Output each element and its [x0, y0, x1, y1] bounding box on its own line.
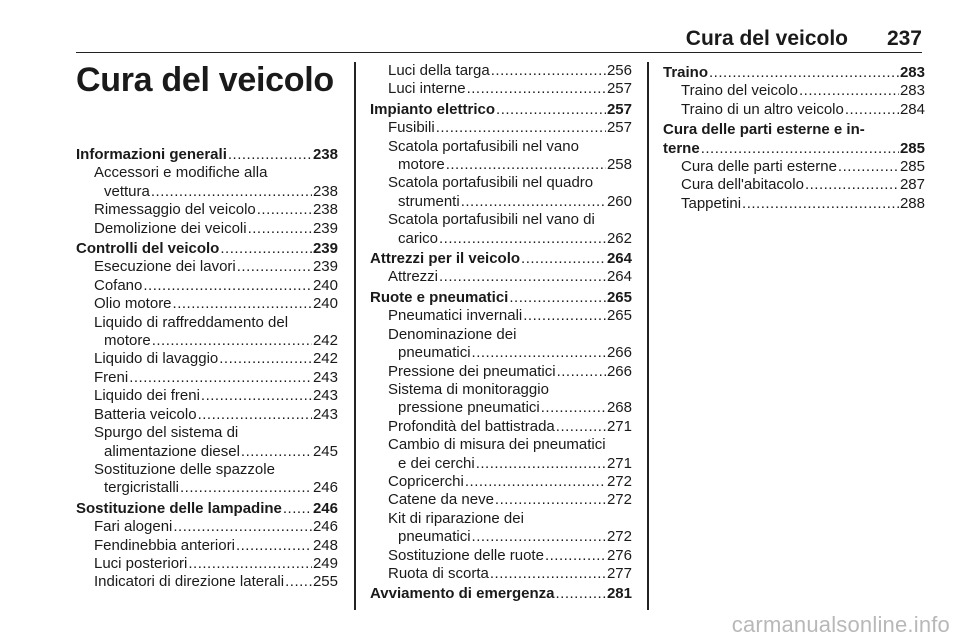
toc-entry-title: Luci posteriori [94, 554, 188, 572]
dot-leader [465, 473, 606, 491]
toc-entry[interactable] [76, 201, 338, 219]
toc-page-number: 285 [899, 158, 925, 176]
toc-entry-row [76, 146, 338, 164]
toc-entry-row [388, 230, 632, 248]
toc-entry-row [76, 500, 338, 518]
toc-page-number: 272 [606, 528, 632, 546]
toc-page-number: 238 [312, 182, 338, 200]
toc-entry[interactable] [76, 277, 338, 295]
toc-entry-row [94, 295, 338, 313]
dot-leader [152, 332, 312, 350]
dot-leader [201, 387, 312, 405]
toc-page-number: 268 [606, 399, 632, 417]
dot-leader [845, 101, 899, 119]
toc-page-number: 265 [606, 288, 632, 306]
toc-entry-title-line: Scatola portafusibili nel vano [388, 137, 579, 155]
toc-entry-row [94, 573, 338, 591]
toc-page-number: 238 [312, 201, 338, 219]
toc-entry[interactable] [370, 436, 632, 473]
toc-entry-title: Fendinebbia anteriori [94, 536, 235, 554]
dot-leader [490, 565, 606, 583]
dot-leader [467, 80, 606, 98]
toc-section-entry[interactable] [663, 121, 925, 158]
watermark-text: carmanualsonline.info [731, 612, 950, 637]
toc-page-number: 283 [899, 64, 925, 81]
toc-entry[interactable] [370, 418, 632, 436]
toc-page-number: 242 [312, 350, 338, 368]
toc-entry-title-line: Liquido di raffreddamento del [94, 313, 289, 331]
toc-entry-row [663, 64, 925, 82]
toc-entry-row [94, 406, 338, 424]
toc-page-number: 240 [312, 295, 338, 313]
toc-page-number: 246 [312, 499, 338, 517]
toc-entry-title: Cura delle parti esterne [681, 158, 837, 176]
dot-leader [545, 547, 606, 565]
dot-leader [151, 183, 312, 201]
toc-entry-row [681, 195, 925, 213]
toc-entry-row [94, 332, 338, 350]
toc-entry-row [94, 277, 338, 295]
dot-leader [472, 344, 606, 362]
toc-page-number: 245 [312, 442, 338, 460]
toc-entry-title: Liquido di lavaggio [94, 350, 219, 368]
toc-page-number: 265 [606, 307, 632, 325]
dot-leader [439, 268, 606, 286]
toc-page-number: 276 [606, 546, 632, 564]
toc-entry-title: motore [104, 332, 151, 350]
toc-entry-title: Pressione dei pneumatici [388, 362, 556, 380]
running-header [76, 26, 922, 53]
toc-page-number: 248 [312, 536, 338, 554]
toc-entry-title: Esecuzione dei lavori [94, 258, 236, 276]
dot-leader [556, 585, 606, 603]
toc-entry-title: Rimessaggio del veicolo [94, 201, 256, 219]
toc-entry-title: Ruote e pneumatici [370, 288, 509, 306]
dot-leader [173, 518, 312, 536]
dot-leader [143, 277, 312, 295]
toc-entry-title: Impianto elettrico [370, 100, 496, 118]
dot-leader [556, 418, 606, 436]
toc-page-number: 272 [606, 491, 632, 509]
dot-leader [799, 82, 899, 100]
dot-leader [523, 307, 606, 325]
toc-page-number: 256 [606, 62, 632, 79]
toc-page-number: 243 [312, 368, 338, 386]
toc-entry-title-line: Scatola portafusibili nel vano di [388, 211, 595, 229]
toc-page-number: 271 [606, 454, 632, 472]
toc-entry-row [94, 479, 338, 497]
toc-entry-row [94, 537, 338, 555]
toc-entry-title: pressione pneumatici [398, 399, 540, 417]
toc-entry-title: tergicristalli [104, 479, 180, 497]
toc-entry-title-line: Sistema di monitoraggio [388, 380, 549, 398]
toc-entry-title: Fari alogeni [94, 518, 173, 536]
toc-entry-row [388, 418, 632, 436]
dot-leader [439, 230, 606, 248]
toc-page-number: 249 [312, 554, 338, 572]
toc-entry-row [94, 443, 338, 461]
dot-leader [180, 479, 312, 497]
toc-entry-title-line: Cambio di misura dei pneumatici [388, 436, 606, 454]
toc-entry[interactable] [370, 510, 632, 547]
toc-page-number: 243 [312, 387, 338, 405]
toc-entry-row [94, 201, 338, 219]
toc-entry-title: Profondità del battistrada [388, 417, 555, 435]
dot-leader [742, 195, 899, 213]
toc-entry-title: strumenti [398, 192, 460, 210]
toc-entry-title: Fusibili [388, 119, 435, 137]
toc-entry-row [370, 250, 632, 268]
toc-entry[interactable] [663, 158, 925, 176]
toc-entry[interactable] [76, 350, 338, 368]
toc-page-number: 264 [606, 250, 632, 268]
column-divider [354, 62, 356, 610]
toc-entry-row [663, 140, 925, 158]
dot-leader [241, 443, 312, 461]
column-divider [647, 62, 649, 610]
toc-entry[interactable] [76, 461, 338, 498]
toc-page-number: 272 [606, 472, 632, 490]
toc-entry[interactable] [76, 295, 338, 313]
toc-page-number: 238 [312, 146, 338, 163]
toc-entry-row [388, 193, 632, 211]
toc-column-3 [663, 62, 925, 213]
toc-entry-title: Ruota di scorta [388, 564, 489, 582]
toc-entry-row [94, 220, 338, 238]
dot-leader [446, 156, 606, 174]
toc-entry-row [388, 565, 632, 583]
running-header-title: Cura del veicolo [685, 27, 848, 50]
toc-page-number: 258 [606, 156, 632, 174]
toc-entry-row [681, 176, 925, 194]
toc-entry-row [388, 528, 632, 546]
page-number: 237 [886, 27, 922, 50]
toc-entry[interactable] [370, 363, 632, 381]
toc-entry-title: Batteria veicolo [94, 405, 197, 423]
dot-leader [220, 240, 312, 258]
toc-entry[interactable] [76, 258, 338, 276]
toc-entry-title-line: Spurgo del sistema di [94, 424, 239, 442]
toc-entry-title: carico [398, 229, 439, 247]
toc-entry-title: Tappetini [681, 194, 742, 212]
dot-leader [228, 146, 312, 164]
toc-entry-row [94, 387, 338, 405]
toc-entry-row [388, 119, 632, 137]
toc-entry-row [388, 363, 632, 381]
toc-entry[interactable] [76, 555, 338, 573]
toc-entry[interactable] [370, 307, 632, 325]
toc-page-number: 246 [312, 479, 338, 497]
toc-entry-title: terne [663, 139, 700, 157]
toc-entry-row [681, 82, 925, 100]
toc-page-number: 283 [899, 82, 925, 100]
toc-entry[interactable] [663, 195, 925, 213]
dot-leader [541, 399, 606, 417]
toc-entry[interactable] [370, 62, 632, 80]
toc-entry-title: Pneumatici invernali [388, 307, 523, 325]
toc-entry[interactable] [76, 518, 338, 536]
toc-section-entry[interactable] [663, 64, 925, 82]
toc-entry[interactable] [76, 314, 338, 351]
toc-entry[interactable] [76, 406, 338, 424]
toc-entry-row [388, 344, 632, 362]
toc-page-number: 266 [606, 362, 632, 380]
dot-leader [257, 201, 312, 219]
toc-entry[interactable] [663, 82, 925, 100]
toc-section-entry[interactable] [370, 250, 632, 268]
toc-entry-row [388, 268, 632, 286]
dot-leader [495, 491, 606, 509]
toc-page-number: 260 [606, 192, 632, 210]
dot-leader [557, 363, 606, 381]
toc-entry-title: Freni [94, 368, 129, 386]
dot-leader [509, 289, 606, 307]
toc-entry[interactable] [370, 268, 632, 286]
toc-entry[interactable] [370, 473, 632, 491]
toc-entry[interactable] [370, 138, 632, 175]
toc-section-entry[interactable] [370, 585, 632, 603]
toc-entry-row [94, 183, 338, 201]
toc-entry-title: Luci interne [388, 80, 466, 98]
toc-page-number: 257 [606, 80, 632, 98]
toc-entry-title-line: Kit di riparazione dei [388, 509, 524, 527]
toc-page-number: 257 [606, 100, 632, 118]
dot-leader [491, 62, 606, 80]
dot-leader [173, 295, 312, 313]
toc-page-number: 255 [312, 573, 338, 591]
toc-entry-title: Traino del veicolo [681, 82, 799, 100]
toc-entry-row [388, 156, 632, 174]
toc-column-1 [76, 144, 338, 592]
toc-entry[interactable] [76, 424, 338, 461]
toc-entry-row [94, 518, 338, 536]
toc-page-number: 288 [899, 194, 925, 212]
toc-entry-title: motore [398, 156, 445, 174]
toc-entry[interactable] [76, 387, 338, 405]
toc-entry-row [94, 258, 338, 276]
toc-entry[interactable] [76, 573, 338, 591]
toc-entry-row [388, 399, 632, 417]
toc-page-number: 242 [312, 332, 338, 350]
toc-entry-title: Attrezzi per il veicolo [370, 250, 521, 268]
toc-entry-title: vettura [104, 182, 150, 200]
toc-entry[interactable] [370, 80, 632, 98]
dot-leader [521, 250, 606, 268]
toc-entry-title: Liquido dei freni [94, 387, 200, 405]
toc-entry-row [681, 101, 925, 119]
toc-page-number: 285 [899, 139, 925, 157]
toc-entry[interactable] [76, 537, 338, 555]
toc-entry[interactable] [76, 164, 338, 201]
toc-page-number: 239 [312, 219, 338, 237]
toc-entry-row [370, 585, 632, 603]
toc-entry-title-line: Sostituzione delle spazzole [94, 460, 275, 478]
dot-leader [236, 537, 312, 555]
toc-page-number: 240 [312, 276, 338, 294]
toc-entry-title: pneumatici [398, 344, 471, 362]
dot-leader [219, 350, 312, 368]
toc-page-number: 243 [312, 405, 338, 423]
dot-leader [248, 220, 312, 238]
toc-entry-row [370, 289, 632, 307]
toc-page-number: 266 [606, 344, 632, 362]
toc-section-entry[interactable] [76, 146, 338, 164]
toc-entry-row [681, 158, 925, 176]
toc-page-number: 284 [899, 100, 925, 118]
dot-leader [188, 555, 312, 573]
toc-entry[interactable] [370, 326, 632, 363]
toc-entry-title-line: Scatola portafusibili nel quadro [388, 174, 594, 192]
toc-entry-row [370, 101, 632, 119]
toc-entry[interactable] [663, 101, 925, 119]
toc-entry-title: Demolizione dei veicoli [94, 219, 247, 237]
toc-entry-title: Traino [663, 64, 709, 81]
toc-page-number: 239 [312, 240, 338, 258]
toc-page-number: 239 [312, 258, 338, 276]
toc-entry[interactable] [370, 381, 632, 418]
toc-entry[interactable] [663, 176, 925, 194]
toc-entry-row [94, 369, 338, 387]
dot-leader [838, 158, 899, 176]
dot-leader [476, 455, 606, 473]
toc-entry-title: Avviamento di emergenza [370, 585, 555, 603]
toc-entry[interactable] [370, 491, 632, 509]
toc-entry-title: Luci della targa [388, 62, 490, 79]
toc-section-entry[interactable] [370, 101, 632, 119]
toc-entry-title: e dei cerchi [398, 454, 475, 472]
toc-entry-title: Cura dell'abitacolo [681, 176, 804, 194]
toc-page-number: 262 [606, 229, 632, 247]
dot-leader [237, 258, 312, 276]
toc-entry-title: Olio motore [94, 295, 172, 313]
toc-page-number: 277 [606, 564, 632, 582]
dot-leader [283, 500, 312, 518]
toc-entry-title: Copricerchi [388, 472, 464, 490]
toc-entry-title: Controlli del veicolo [76, 240, 220, 258]
dot-leader [129, 369, 312, 387]
toc-page-number: 246 [312, 518, 338, 536]
dot-leader [472, 528, 606, 546]
chapter-title: Cura del veicolo [76, 61, 334, 99]
toc-entry-row [94, 555, 338, 573]
toc-entry[interactable] [370, 211, 632, 248]
toc-entry[interactable] [76, 220, 338, 238]
dot-leader [461, 193, 606, 211]
toc-entry[interactable] [76, 369, 338, 387]
toc-entry-title: Cofano [94, 276, 143, 294]
toc-page-number: 271 [606, 417, 632, 435]
toc-entry[interactable] [370, 119, 632, 137]
toc-entry-title: Catene da neve [388, 491, 494, 509]
toc-entry-title: Attrezzi [388, 268, 439, 286]
toc-entry-row [388, 455, 632, 473]
toc-entry-title: pneumatici [398, 528, 471, 546]
toc-entry-row [388, 547, 632, 565]
dot-leader [436, 119, 606, 137]
toc-section-entry[interactable] [76, 240, 338, 258]
toc-entry-row [94, 350, 338, 368]
toc-section-entry[interactable] [76, 500, 338, 518]
dot-leader [709, 64, 899, 82]
dot-leader [496, 101, 606, 119]
toc-entry-row [388, 473, 632, 491]
toc-entry-title: Indicatori di direzione laterali [94, 573, 285, 591]
toc-entry-title: Sostituzione delle lampadine [76, 499, 282, 517]
toc-column-2 [370, 62, 632, 604]
toc-entry-row [388, 491, 632, 509]
toc-entry-title: Informazioni generali [76, 146, 227, 163]
toc-entry-row [76, 240, 338, 258]
toc-entry-title-line: Accessori e modifiche alla [94, 164, 268, 182]
dot-leader [805, 176, 899, 194]
dot-leader [701, 140, 899, 158]
toc-entry-title-line: Cura delle parti esterne e in- [663, 121, 865, 139]
toc-section-entry[interactable] [370, 289, 632, 307]
toc-entry-row [388, 80, 632, 98]
toc-entry-title: Traino di un altro veicolo [681, 100, 844, 118]
toc-entry-title: alimentazione diesel [104, 442, 240, 460]
toc-entry-row [388, 62, 632, 80]
toc-entry[interactable] [370, 174, 632, 211]
toc-page-number: 264 [606, 268, 632, 286]
toc-entry-title: Sostituzione delle ruote [388, 546, 544, 564]
toc-page-number: 257 [606, 119, 632, 137]
dot-leader [198, 406, 312, 424]
toc-page-number: 281 [606, 585, 632, 603]
toc-entry-row [388, 307, 632, 325]
toc-entry[interactable] [370, 565, 632, 583]
toc-entry[interactable] [370, 547, 632, 565]
toc-page-number: 287 [899, 176, 925, 194]
dot-leader [285, 573, 312, 591]
toc-entry-title-line: Denominazione dei [388, 325, 517, 343]
